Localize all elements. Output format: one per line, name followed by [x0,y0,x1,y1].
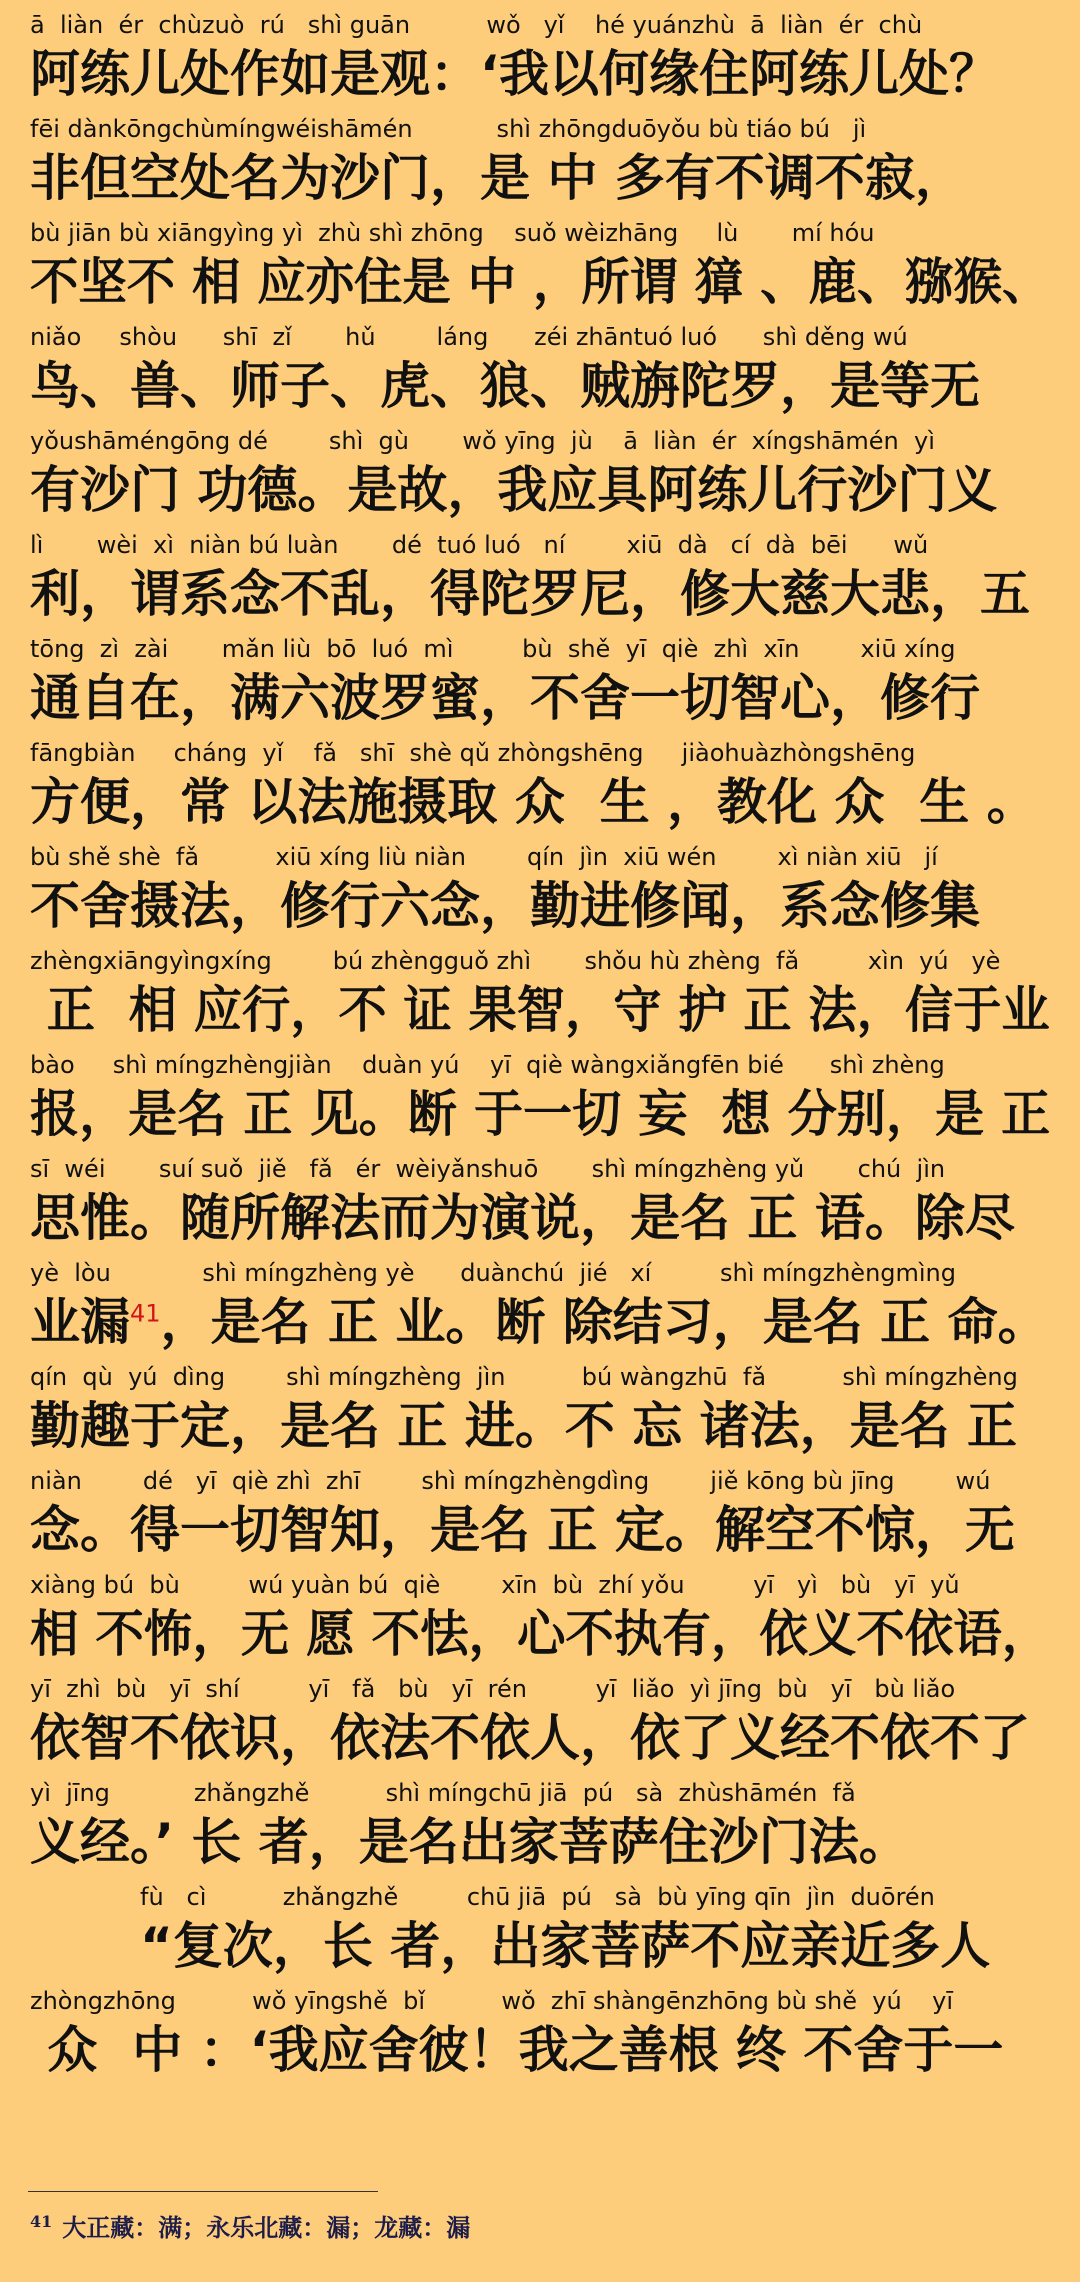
footnote-divider [28,2191,378,2192]
text-line [30,840,1050,944]
hanzi-text: 通自在，满六波罗蜜，不舍一切智心，修行 [30,669,980,727]
pinyin-line: yī zhì bù yī shí yī fǎ bù yī rén yī liǎo yì jīng bù yī bù liǎo [30,1675,956,1703]
hanzi-line [30,1498,1050,1562]
hanzi-text: 众 中 ：‘我应舍彼！我之善根 终 不舍于一 [30,2021,1004,2079]
hanzi-text: 不坚不 相 应亦住是 中 ，所谓 獐 、鹿、猕猴、 [30,253,1051,311]
hanzi-text: ，是名 正 业。断 除结习，是名 正 命。 [160,1293,1048,1351]
text-line [30,320,1050,424]
text-line [30,1152,1050,1256]
text-line [30,1464,1050,1568]
pinyin-line: yì jīng zhǎngzhě shì míngchū jiā pú sà zhùshāmén fǎ [30,1779,856,1807]
hanzi-line [30,354,1050,418]
hanzi-text: 勤趣于定，是名 正 进。不 忘 诸法，是名 正 [30,1397,1018,1455]
text-line [30,424,1050,528]
footnote-text: 大正藏：满；永乐北藏：漏；龙藏：漏 [62,2213,471,2242]
hanzi-text: 业漏 [30,1293,130,1351]
pinyin-line: sī wéi suí suǒ jiě fǎ ér wèiyǎnshuō shì míngzhèng yǔ chú jìn [30,1155,946,1183]
hanzi-text: “复次，长 者，出家菩萨不应亲近多人 [140,1917,991,1975]
pinyin-line: xiàng bú bù wú yuàn bú qiè xīn bù zhí yǒu yī yì bù yī yǔ [30,1571,960,1599]
pinyin-line: niàn dé yī qiè zhì zhī shì míngzhèngdìng jiě kōng bù jīng wú [30,1467,991,1495]
hanzi-line [30,1706,1050,1770]
hanzi-line [30,1186,1050,1250]
hanzi-line [30,1082,1050,1146]
text-line [30,1048,1050,1152]
pinyin-line: niǎo shòu shī zǐ hǔ láng zéi zhāntuó luó shì děng wú [30,323,908,351]
pinyin-line: ā liàn ér chùzuò rú shì guān wǒ yǐ hé yuánzhù ā liàn ér chù [30,11,923,39]
hanzi-line [30,1602,1050,1666]
hanzi-text: 依智不依识，依法不依人，依了义经不依不了 [30,1709,1030,1767]
hanzi-line [30,1394,1050,1458]
hanzi-text: 报，是名 正 见。断 于一切 妄 想 分别，是 正 [30,1085,1051,1143]
hanzi-text: 阿练儿处作如是观：‘我以何缘住阿练儿处？ [30,45,999,103]
pinyin-line: tōng zì zài mǎn liù bō luó mì bù shě yī qiè zhì xīn xiū xíng [30,635,956,663]
pinyin-line: qín qù yú dìng shì míngzhèng jìn bú wàngzhū fǎ shì míngzhèng [30,1363,1018,1391]
pinyin-line: bào shì míngzhèngjiàn duàn yú yī qiè wàngxiǎngfēn bié shì zhèng [30,1051,945,1079]
hanzi-line [30,770,1050,834]
pinyin-line: bù jiān bù xiāngyìng yì zhù shì zhōng suǒ wèizhāng lù mí hóu [30,219,875,247]
hanzi-line [30,666,1050,730]
pinyin-line: fēi dànkōngchùmíngwéishāmén shì zhōngduōyǒu bù tiáo bú jì [30,115,867,143]
hanzi-line [30,874,1050,938]
text-line [30,944,1050,1048]
footnote [30,2208,1030,2248]
pinyin-line: fù cì zhǎngzhě chū jiā pú sà bù yīng qīn jìn duōrén [140,1883,935,1911]
text-line [30,1568,1050,1672]
hanzi-line [30,1810,1050,1874]
hanzi-line [140,1914,1050,1978]
hanzi-text: 鸟、兽、师子、虎、狼、贼旃陀罗，是等无 [30,357,980,415]
pinyin-line: yǒushāméngōng dé shì gù wǒ yīng jù ā liàn ér xíngshāmén yì [30,427,935,455]
hanzi-text: 非但空处名为沙门，是 中 多有不调不寂， [30,149,965,207]
text-line [30,1672,1050,1776]
pinyin-line: fāngbiàn cháng yǐ fǎ shī shè qǔ zhòngshēng jiàohuàzhòngshēng [30,739,916,767]
hanzi-text: 方便，常 以法施摄取 众 生 ，教化 众 生 。 [30,773,1037,831]
text-line [30,216,1050,320]
text-line [30,528,1050,632]
hanzi-text: 义经。’ 长 者，是名出家菩萨住沙门法。 [30,1813,909,1871]
hanzi-text: 相 不怖，无 愿 不怯，心不执有，依义不依语， [30,1605,1051,1663]
hanzi-text: 念。得一切智知，是名 正 定。解空不惊，无 [30,1501,1015,1559]
text-line [30,1256,1050,1360]
hanzi-line [30,562,1050,626]
pinyin-line: zhòngzhōng wǒ yīngshě bǐ wǒ zhī shàngēnzhōng bù shě yú yī [30,1987,954,2015]
text-line [30,1360,1050,1464]
hanzi-text: 有沙门 功德。是故，我应具阿练儿行沙门义 [30,461,998,519]
text-line [30,1880,1050,1984]
hanzi-line [30,1290,1050,1354]
hanzi-text: 正 相 应行，不 证 果智，守 护 正 法，信于业 [30,981,1050,1039]
pinyin-line: yè lòu shì míngzhèng yè duànchú jié xí shì míngzhèngmìng [30,1259,957,1287]
text-line [30,8,1050,112]
hanzi-text: 不舍摄法，修行六念，勤进修闻，系念修集 [30,877,980,935]
hanzi-line [30,250,1050,314]
footnote-number: 41 [30,2212,53,2231]
text-line [30,632,1050,736]
pinyin-line: bù shě shè fǎ xiū xíng liù niàn qín jìn xiū wén xì niàn xiū jí [30,843,938,871]
hanzi-line [30,2018,1050,2082]
text-line [30,736,1050,840]
hanzi-line [30,42,1050,106]
text-line [30,1776,1050,1880]
pinyin-line: lì wèi xì niàn bú luàn dé tuó luó ní xiū dà cí dà bēi wǔ [30,531,929,559]
text-line [30,1984,1050,2088]
hanzi-text: 思惟。随所解法而为演说，是名 正 语。除尽 [30,1189,1015,1247]
hanzi-line [30,978,1050,1042]
hanzi-line [30,146,1050,210]
hanzi-text: 利，谓系念不乱，得陀罗尼，修大慈大悲，五 [30,565,1030,623]
footnote-marker[interactable]: 41 [130,1299,161,1328]
pinyin-line: zhèngxiāngyìngxíng bú zhèngguǒ zhì shǒu hù zhèng fǎ xìn yú yè [30,947,1001,975]
text-line [30,112,1050,216]
hanzi-line [30,458,1050,522]
